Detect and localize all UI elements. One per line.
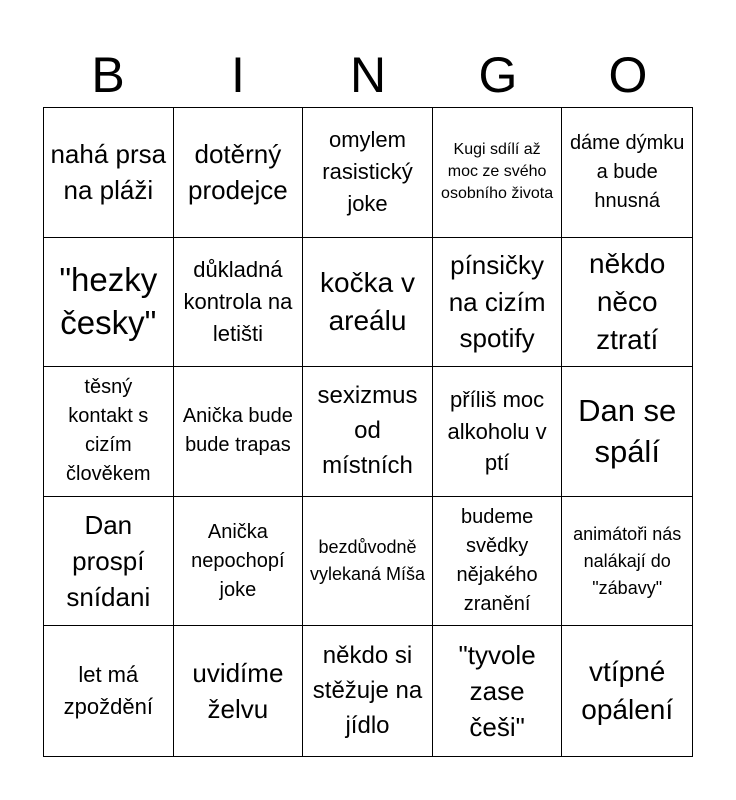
- bingo-cell[interactable]: [174, 108, 304, 238]
- cell-text: vtípné opálení: [581, 656, 674, 726]
- header-letter-o: O: [608, 47, 648, 103]
- bingo-cell[interactable]: [303, 497, 433, 627]
- bingo-cell[interactable]: [174, 497, 304, 627]
- cell-text: kočka v areálu: [320, 267, 415, 336]
- bingo-cell[interactable]: [433, 497, 563, 627]
- bingo-cell[interactable]: [562, 108, 692, 238]
- bingo-header: [43, 44, 693, 106]
- cell-text: omylem rasistický joke: [322, 127, 413, 217]
- bingo-cell[interactable]: [562, 238, 692, 368]
- header-letter-n: N: [349, 47, 387, 103]
- cell-text: pínsičky na cizím spotify: [448, 250, 546, 354]
- cell-text: uvidíme želvu: [192, 657, 284, 725]
- cell-text: sexizmus od místních: [317, 382, 418, 479]
- cell-text: let má zpoždění: [63, 662, 153, 720]
- bingo-cell[interactable]: [562, 626, 692, 756]
- bingo-cell[interactable]: [44, 238, 174, 368]
- bingo-cell[interactable]: [433, 367, 563, 497]
- cell-text: dáme dýmku a bude hnusná: [569, 131, 685, 212]
- header-letter-i: I: [231, 47, 245, 103]
- bingo-cell[interactable]: [433, 626, 563, 756]
- cell-text: bezdůvodně vylekaná Míša: [309, 537, 426, 585]
- bingo-cell[interactable]: [174, 367, 304, 497]
- cell-text: "tyvole zase češi": [458, 639, 536, 743]
- bingo-cell[interactable]: [174, 238, 304, 368]
- bingo-cell[interactable]: [44, 626, 174, 756]
- header-letter-g: G: [478, 47, 518, 103]
- bingo-board: [43, 107, 693, 757]
- bingo-cell[interactable]: [303, 626, 433, 756]
- cell-text: někdo si stěžuje na jídlo: [312, 642, 423, 739]
- bingo-cell[interactable]: [44, 367, 174, 497]
- cell-text: těsný kontakt s cizím člověkem: [66, 376, 151, 486]
- header-letter-b: B: [91, 47, 125, 103]
- cell-text: příliš moc alkoholu v ptí: [447, 386, 547, 476]
- bingo-cell[interactable]: [44, 108, 174, 238]
- bingo-cell[interactable]: [303, 367, 433, 497]
- cell-text: budeme svědky nějakého zranění: [456, 506, 538, 616]
- cell-text: Kugi sdílí až moc ze svého osobního života: [441, 140, 554, 203]
- cell-text: Dan se spálí: [578, 392, 677, 470]
- bingo-cell[interactable]: [44, 497, 174, 627]
- cell-text: důkladná kontrola na letišti: [183, 257, 293, 346]
- cell-text: animátoři nás nalákají do "zábavy": [573, 523, 682, 598]
- bingo-cell[interactable]: [303, 108, 433, 238]
- cell-text: Anička nepochopí joke: [191, 520, 285, 601]
- cell-text: nahá prsa na pláži: [50, 138, 167, 206]
- cell-text: Dan prospí snídani: [66, 509, 151, 613]
- cell-text: dotěrný prodejce: [188, 138, 288, 206]
- bingo-cell[interactable]: [562, 497, 692, 627]
- cell-text: někdo něco ztratí: [589, 248, 666, 355]
- bingo-cell[interactable]: [433, 108, 563, 238]
- cell-text: Anička bude bude trapas: [182, 405, 293, 457]
- bingo-cell[interactable]: [562, 367, 692, 497]
- bingo-cell[interactable]: [303, 238, 433, 368]
- bingo-cell[interactable]: [433, 238, 563, 368]
- bingo-cell[interactable]: [174, 626, 304, 756]
- cell-text: "hezky česky": [59, 261, 158, 341]
